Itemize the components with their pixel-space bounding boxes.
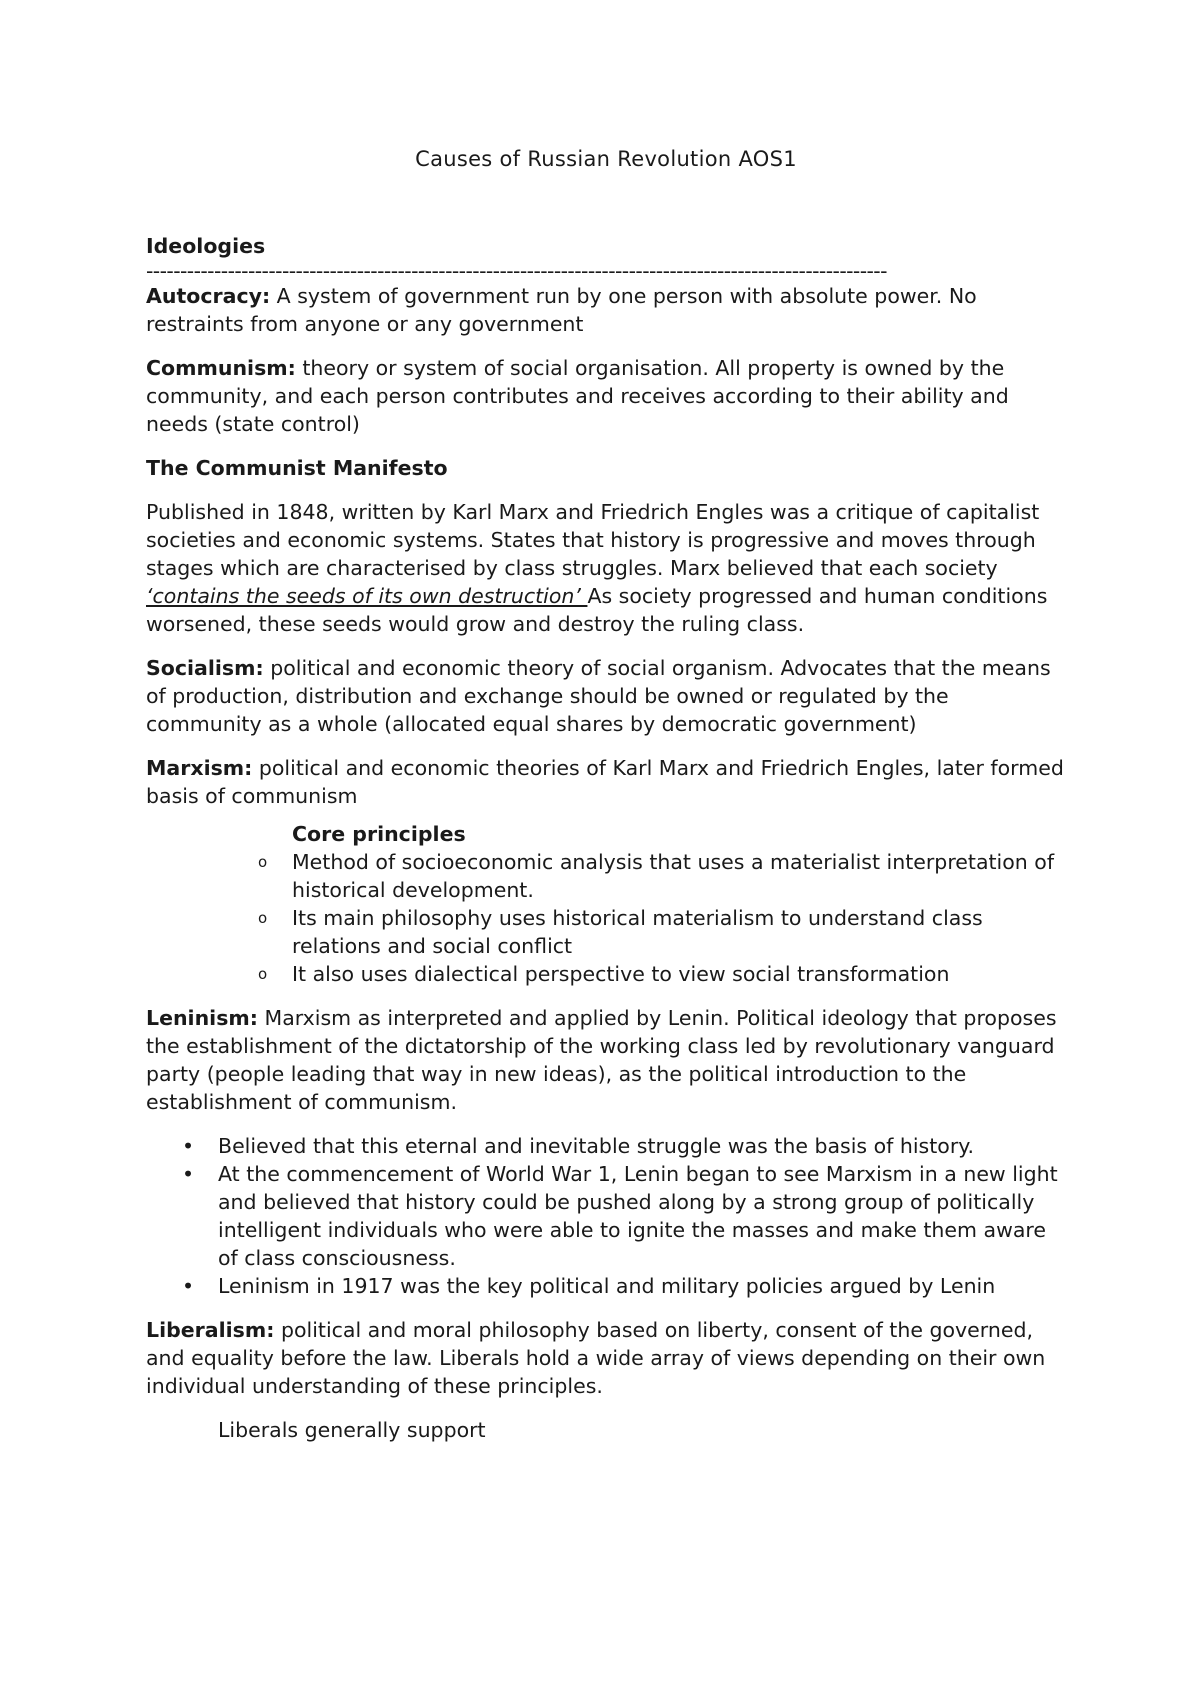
paragraph-liberalism (146, 1316, 1066, 1400)
paragraph-manifesto (146, 498, 1066, 638)
term-leninism: Leninism: (146, 1006, 258, 1030)
manifesto-text-after: As society progressed and human conditions worsened, these seeds would grow and destroy the ruling class. (146, 584, 1048, 636)
term-communism: Communism: (146, 356, 296, 380)
list-item (258, 848, 1066, 904)
term-marxism: Marxism: (146, 756, 253, 780)
list-item (182, 1160, 1066, 1272)
definition-liberalism: political and moral philosophy based on liberty, consent of the governed, and equality before the law. Liberals hold a wide array of views depending on their own individual understanding of these principles. (146, 1318, 1046, 1398)
core-principles-list (258, 820, 1066, 988)
document-body (146, 232, 1066, 1460)
paragraph-communism (146, 354, 1066, 438)
document-title: Causes of Russian Revolution AOS1 (415, 147, 797, 171)
core-principles-heading: Core principles (292, 822, 466, 846)
circle-bullet-icon: o (258, 853, 268, 871)
paragraph-leninism (146, 1004, 1066, 1116)
bullet-icon: • (182, 1274, 195, 1298)
term-liberalism: Liberalism: (146, 1318, 275, 1342)
circle-bullet-icon: o (258, 965, 268, 983)
list-item-text: At the commencement of World War 1, Lenin began to see Marxism in a new light and believed that history could be pushed along by a strong group of politically intelligent individuals who were able to ignite the masses and make them aware of class consciousness. (218, 1162, 1058, 1270)
bullet-icon: • (182, 1162, 195, 1186)
term-socialism: Socialism: (146, 656, 264, 680)
list-item-text: Believed that this eternal and inevitable struggle was the basis of history. (218, 1134, 974, 1158)
manifesto-quote: ‘contains the seeds of its own destruction’ (146, 584, 588, 608)
list-item (258, 960, 1066, 988)
circle-bullet-icon: o (258, 909, 268, 927)
leninism-bullet-list (182, 1132, 1066, 1300)
list-item-text: Leninism in 1917 was the key political and military policies argued by Lenin (218, 1274, 996, 1298)
list-item (258, 904, 1066, 960)
list-item-text: Its main philosophy uses historical materialism to understand class relations and social conflict (292, 906, 983, 958)
dashed-rule: ------------------------------------------------------------------------------------------------------------- (146, 260, 887, 282)
heading-communist-manifesto: The Communist Manifesto (146, 456, 448, 480)
term-autocracy: Autocracy: (146, 284, 271, 308)
definition-socialism: political and economic theory of social organism. Advocates that the means of production, distribution and exchange should be owned or regulated by the community as a whole (allocated equal shares by democratic government) (146, 656, 1051, 736)
paragraph-marxism (146, 754, 1066, 810)
definition-autocracy: A system of government run by one person with absolute power. No restraints from anyone or any government (146, 284, 977, 336)
list-item-text: It also uses dialectical perspective to view social transformation (292, 962, 950, 986)
paragraph-socialism (146, 654, 1066, 738)
list-item (182, 1132, 1066, 1160)
bullet-icon: • (182, 1134, 195, 1158)
paragraph-autocracy (146, 282, 1066, 338)
manifesto-text-before: Published in 1848, written by Karl Marx and Friedrich Engles was a critique of capitalist societies and economic systems. States that history is progressive and moves through stages which are characterised by class struggles. Marx believed that each society (146, 500, 1040, 580)
definition-communism: theory or system of social organisation. All property is owned by the community, and each person contributes and receives according to their ability and needs (state control) (146, 356, 1009, 436)
liberals-support-line: Liberals generally support (218, 1418, 486, 1442)
definition-leninism: Marxism as interpreted and applied by Lenin. Political ideology that proposes the establishment of the dictatorship of the working class led by revolutionary vanguard party (people leading that way in new ideas), as the political introduction to the establishment of communism. (146, 1006, 1057, 1114)
list-item (182, 1272, 1066, 1300)
list-item-text: Method of socioeconomic analysis that uses a materialist interpretation of historical development. (292, 850, 1055, 902)
section-heading-ideologies: Ideologies (146, 234, 266, 258)
definition-marxism: political and economic theories of Karl Marx and Friedrich Engles, later formed basis of communism (146, 756, 1064, 808)
